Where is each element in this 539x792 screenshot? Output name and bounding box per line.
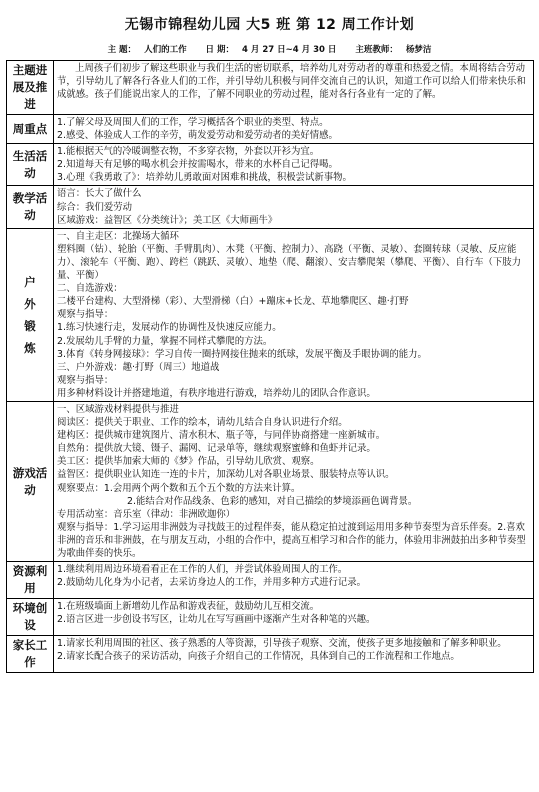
theme-label: 主 题：: [107, 45, 137, 55]
date-label: 日 期：: [205, 45, 235, 55]
content-line: 美工区：提供毕加索大师的《梦》作品，引导幼儿欣赏、观察。: [57, 456, 320, 468]
content-line: 3.心理《我勇敢了》：培养幼儿勇敢面对困难和挑战，积极尝试新事物。: [57, 172, 352, 184]
row-heading: 周重点: [7, 115, 54, 144]
row-heading: [7, 228, 54, 401]
row-theme-progress: [7, 61, 534, 115]
content-line: 综合：我们爱劳动: [57, 201, 133, 213]
row-heading: 教学活动: [7, 186, 54, 228]
content-line: 2.知道每天有足够的喝水机会并按需喝水，带来的水杯自己记得喝。: [57, 159, 338, 171]
content-line: 自然角：提供放大镜、镊子、漏网、记录单等，继续观察蜜蜂和鱼虾并记录。: [57, 443, 376, 455]
content-line: 1.了解父母及周围人们的工作，学习概括各个职业的类型、特点。: [57, 117, 329, 128]
row-content: [54, 61, 534, 115]
content-line: 二楼平台建构、大型滑梯（彩）、大型滑梯（白）+蹦床+长龙、草地攀爬区、趣·打野: [57, 296, 409, 308]
row-heading: 家长工作: [7, 636, 54, 673]
content-line: 2.发展幼儿手臂的力量，掌握不同样式攀爬的方法。: [57, 335, 273, 347]
row-heading: 主题进展及推进: [7, 61, 54, 115]
content-line: 一、自主走区：北操场大循环: [57, 230, 179, 242]
row-heading: 游戏活动: [7, 401, 54, 561]
row-content: [54, 115, 534, 144]
content-line: 塑料圈（钻）、轮胎（平衡、手臂肌肉）、木凳（平衡、控制力）、高跷（平衡、灵敏）、套圈转球（灵敏、反应能力）、滚轮车（平衡、跑）、跨栏（跳跃、灵敏）、地垫（爬、翻滚）、安吉攀爬架（攀爬、平衡）、自行车（下肢力量、平衡）: [57, 243, 522, 282]
row-content: [54, 228, 534, 401]
row-daily-life: [7, 144, 534, 186]
content-line: 1.能根据天气的冷暖调整衣物，不多穿衣物，外套以开衫为宜。: [57, 146, 320, 158]
row-content: [54, 186, 534, 228]
row-parents: [7, 636, 534, 673]
content-line: 1.请家长利用周围的社区、孩子熟悉的人等资源，引导孩子观察、交流，使孩子更多地接触和了解多种职业。: [57, 638, 507, 650]
teacher-info: [351, 45, 435, 55]
content-line: 2.鼓励幼儿化身为小记者，去采访身边人的工作，并用多种方式进行记录。: [57, 577, 366, 589]
content-line: 专用活动室：音乐室（律动：非洲欧迦你）: [57, 508, 236, 520]
row-content: [54, 636, 534, 673]
content-line: 2.能结合对作品线条、色彩的感知，对自己描绘的梦境添画色调背景。: [127, 495, 418, 507]
content-line: 益智区：提供职业认知连一连的卡片，加深幼儿对各职业场景、服装特点等认识。: [57, 469, 395, 481]
row-content: [54, 599, 534, 636]
content-line: 用多种材料设计并搭建地道，有秩序地进行游戏，培养幼儿的团队合作意识。: [57, 387, 376, 399]
content-line: 观察与指导：: [57, 374, 114, 386]
content-line: 三、户外游戏：趣·打野（周三）地道战: [57, 361, 220, 373]
row-games: [7, 401, 534, 561]
row-heading-text: 户外锻炼: [24, 274, 36, 355]
row-weekly-focus: [7, 115, 534, 144]
content-line: 语言：长大了做什么: [57, 188, 142, 200]
row-teaching: [7, 186, 534, 228]
row-heading: 资源利用: [7, 562, 54, 599]
content-line: 区域游戏：益智区《分类统计》；美工区《大师画牛》: [57, 214, 278, 226]
content-line: 一、区域游戏材料提供与推进: [57, 403, 179, 415]
row-environment: [7, 599, 534, 636]
date-info: [202, 45, 341, 55]
row-content: [54, 144, 534, 186]
weekly-plan-table: [6, 60, 534, 673]
content-line: 2.感受、体验成人工作的辛劳，萌发爱劳动和爱劳动者的美好情感。: [57, 130, 338, 142]
content-line: 阅读区：提供关于职业、工作的绘本，请幼儿结合自身认识进行介绍。: [57, 417, 348, 429]
theme-value: 人们的工作: [144, 45, 187, 55]
teacher-label: 主班教师：: [355, 45, 398, 55]
page-title: 无锡市锦程幼儿园 大5 班 第 12 周工作计划: [124, 17, 415, 33]
content-line: 2.请家长配合孩子的采访活动，向孩子介绍自己的工作情况，具体到自己的工作流程和工作地点。: [57, 651, 460, 663]
content-line: 观察要点：1.会用两个两个数和五个五个数的方法来计算。: [57, 482, 301, 494]
teacher-value: 杨梦洁: [405, 45, 432, 55]
row-outdoor: [7, 228, 534, 401]
date-value: 4 月 27 日~4 月 30 日: [242, 45, 337, 55]
row-content: [54, 401, 534, 561]
content-line: 1.练习快速行走，发展动作的协调性及快速反应能力。: [57, 322, 282, 334]
content-line: 观察与指导：: [57, 309, 114, 321]
content-line: 3.体育《转身网接球》：学习自传一圈持网接住抛来的纸球，发展平衡及手眼协调的能力。: [57, 348, 427, 360]
content-line: 2.语言区进一步创设书写区，让幼儿在写写画画中逐渐产生对各种笔的兴趣。: [57, 614, 376, 626]
content-line: 1.继续利用周边环境看看正在工作的人们，并尝试体验周围人的工作。: [57, 564, 348, 576]
content-line: 二、自选游戏：: [57, 283, 123, 295]
row-resources: [7, 562, 534, 599]
theme-info: [104, 45, 191, 55]
row-heading: 生活活动: [7, 144, 54, 186]
row-content: [54, 562, 534, 599]
content-line: 建构区：提供城市建筑图片、清水积木、瓶子等，与同伴协商搭建一座新城市。: [57, 430, 386, 442]
content-line: 1.在班级墙面上新增幼儿作品和游戏表征，鼓励幼儿互相交流。: [57, 601, 320, 613]
plan-meta: [0, 43, 539, 55]
content-line: 上周孩子们初步了解这些职业与我们生活的密切联系，培养幼儿对劳动者的尊重和热爱之情。本周将结合劳动节，引导幼儿了解各行各业人们的工作，并引导幼儿积极与同伴交流自己的认识，知道工作可以给人们带来快乐和成就感。孩子们能说出家人的工作，了解不同职业的劳动过程，能对各行各业有一定的了解。: [57, 63, 526, 101]
row-heading: 环境创设: [7, 599, 54, 636]
content-line: 观察与指导：1.学习运用非洲鼓为寻找鼓王的过程伴奏，能从稳定拍过渡到运用用多种节奏型为音乐伴奏。2.喜欢非洲的音乐和非洲鼓，在与朋友互动，小组的合作中，提高互相学习和合作的能力，体验用非洲鼓拍出多种节奏型为歌曲伴奏的快乐。: [57, 521, 526, 559]
